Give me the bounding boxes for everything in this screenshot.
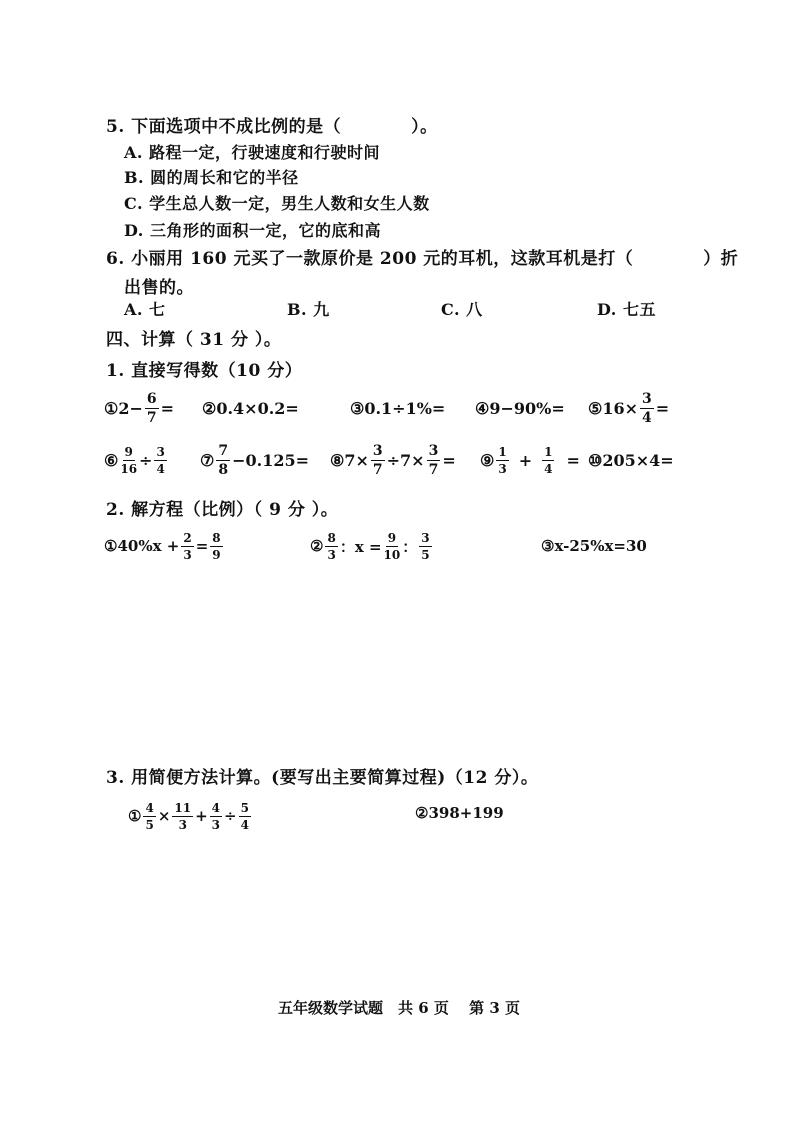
numerator: 3	[421, 530, 430, 545]
numerator: 3	[156, 444, 165, 459]
part-3-title: 3. 用简便方法计算。(要写出主要简算过程)（12 分）。	[106, 768, 539, 788]
operator: ÷	[139, 450, 153, 470]
calc-item-10: ⑩205×4=	[588, 450, 674, 470]
calc-item-6	[104, 440, 169, 480]
q6-option-b: B. 九	[287, 300, 330, 319]
part-2-title: 2. 解方程（比例）（ 9 分 ）。	[106, 500, 339, 520]
operator: ÷7×	[386, 450, 425, 470]
fraction	[154, 446, 166, 475]
expr-text: 7×	[344, 450, 369, 470]
calc-item-5	[588, 388, 669, 428]
fraction	[143, 802, 155, 831]
expr-text: ：x =	[339, 537, 382, 556]
numerator: 7	[218, 442, 229, 459]
numerator: 3	[428, 442, 439, 459]
item-mark: ⑦	[200, 450, 215, 470]
fraction	[181, 532, 193, 561]
q5-option-c: C. 学生总人数一定，男生人数和女生人数	[124, 194, 430, 213]
equals: =	[655, 398, 670, 418]
numerator: 8	[212, 530, 221, 545]
item-mark: ①	[104, 537, 118, 555]
fraction	[239, 802, 251, 831]
q5-option-d: D. 三角形的面积一定，它的底和高	[124, 221, 381, 240]
numerator: 5	[240, 800, 249, 815]
denominator: 5	[145, 817, 154, 832]
equals: =	[160, 398, 175, 418]
fraction	[640, 392, 654, 425]
denominator: 4	[240, 817, 249, 832]
q6-option-a: A. 七	[124, 300, 166, 319]
equation-3: ③x-25%x=30	[541, 537, 647, 555]
page-footer: 五年级数学试题 共 6 页 第 3 页	[278, 999, 520, 1017]
calc-item-2: ②0.4×0.2=	[202, 398, 299, 418]
item-mark: ②	[310, 537, 324, 555]
denominator: 7	[428, 461, 439, 478]
numerator: 9	[387, 530, 397, 545]
fraction	[120, 446, 137, 475]
expr-text: 16×	[602, 398, 639, 418]
item-mark: ⑤	[588, 398, 603, 418]
fraction	[419, 532, 431, 561]
question-5-stem: 5. 下面选项中不成比例的是（ ）。	[106, 117, 438, 137]
equals: =	[566, 450, 580, 470]
fraction	[210, 532, 222, 561]
item-mark: ⑧	[330, 450, 345, 470]
numerator: 9	[124, 444, 133, 459]
operator: ÷	[224, 807, 237, 825]
denominator: 3	[498, 461, 507, 476]
denominator: 16	[120, 461, 138, 476]
calc-item-3: ③0.1÷1%=	[350, 398, 446, 418]
denominator: 4	[544, 461, 553, 476]
denominator: 5	[421, 547, 430, 562]
denominator: 8	[218, 461, 229, 478]
fraction	[216, 444, 230, 477]
numerator: 3	[642, 390, 652, 407]
q5-option-b: B. 圆的周长和它的半径	[124, 168, 299, 187]
calc-item-4: ④9−90%=	[475, 398, 565, 418]
calc-item-7	[200, 440, 309, 480]
numerator: 8	[327, 530, 336, 545]
denominator: 3	[327, 547, 336, 562]
q6-option-c: C. 八	[441, 300, 483, 319]
fraction	[384, 532, 401, 561]
denominator: 7	[372, 461, 383, 478]
fraction	[496, 446, 508, 475]
calc-item-1	[104, 388, 174, 428]
numerator: 1	[544, 444, 553, 459]
denominator: 3	[178, 817, 187, 832]
fraction	[325, 532, 337, 561]
denominator: 10	[383, 547, 401, 562]
q6-option-d: D. 七五	[597, 300, 656, 319]
expr-text: 40%x +	[117, 537, 180, 555]
simplify-calc-2: ②398+199	[415, 804, 504, 822]
numerator: 1	[498, 444, 507, 459]
equation-1	[104, 526, 225, 566]
denominator: 9	[212, 547, 221, 562]
fraction	[371, 444, 385, 477]
fraction	[145, 392, 159, 425]
numerator: 4	[145, 800, 154, 815]
fraction	[210, 802, 222, 831]
equation-2	[310, 526, 434, 566]
section-4-title: 四、计算（ 31 分 ）。	[106, 330, 282, 350]
numerator: 6	[146, 390, 157, 407]
denominator: 3	[211, 817, 221, 832]
expr-text: 2−	[118, 398, 143, 418]
numerator: 11	[174, 800, 192, 815]
item-mark: ⑥	[104, 450, 119, 470]
q5-option-a: A. 路程一定，行驶速度和行驶时间	[124, 143, 381, 162]
expr-text: −0.125=	[232, 450, 310, 470]
denominator: 4	[642, 409, 652, 426]
numerator: 3	[372, 442, 383, 459]
equals: =	[442, 450, 456, 470]
fraction	[542, 446, 554, 475]
operator: +	[195, 807, 208, 825]
question-6-stem-line2: 出售的。	[124, 278, 194, 298]
item-mark: ①	[104, 398, 119, 418]
ratio-colon: ：	[402, 537, 418, 556]
part-1-title: 1. 直接写得数（10 分）	[106, 361, 303, 381]
operator: ×	[157, 807, 171, 825]
calc-item-8	[330, 440, 456, 480]
numerator: 2	[183, 530, 192, 545]
numerator: 4	[211, 800, 221, 815]
item-mark: ⑨	[480, 450, 495, 470]
fraction	[427, 444, 441, 477]
simplify-calc-1	[128, 796, 253, 836]
fraction	[172, 802, 193, 831]
calc-item-9	[480, 440, 580, 480]
equals: =	[195, 537, 209, 555]
denominator: 3	[183, 547, 192, 562]
denominator: 7	[146, 409, 157, 426]
question-6-stem-line1: 6. 小丽用 160 元买了一款原价是 200 元的耳机，这款耳机是打（ ）折	[106, 249, 739, 269]
operator: +	[518, 450, 533, 470]
denominator: 4	[156, 461, 165, 476]
item-mark: ①	[128, 807, 142, 825]
